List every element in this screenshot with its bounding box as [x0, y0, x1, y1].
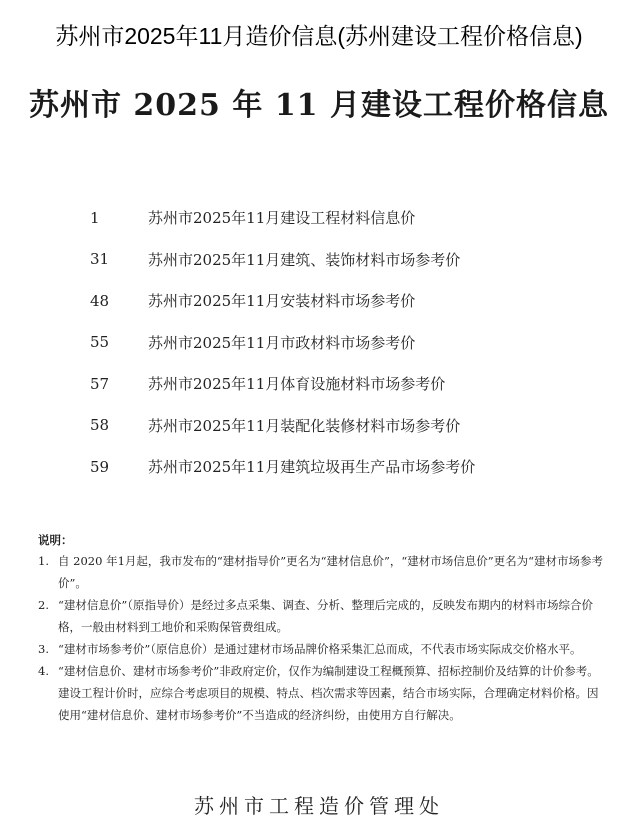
- note-text: “建材市场参考价”（原信息价）是通过建材市场品牌价格采集汇总而成，不代表市场实际成交价格水平。: [58, 642, 582, 656]
- toc-label: 苏州市2025年11月安装材料市场参考价: [148, 292, 416, 311]
- toc-page: 48: [90, 291, 110, 310]
- toc-page: 57: [90, 374, 110, 393]
- toc-page: 58: [90, 416, 110, 435]
- note-text: “建材信息价、建材市场参考价”非政府定价，仅作为编制建设工程概预算、招标控制价及结算的计价参考。建设工程计价时，应综合考虑项目的规模、特点、档次需求等因素，结合市场实际，合理确定材料价格。因使用“建材信息价、建材市场参考价”不当造成的经济纠纷，由使用方自行解决。: [58, 664, 599, 722]
- note-text: 自 2020 年1月起，我市发布的“建材指导价”更名为“建材信息价”，“建材市场信息价”更名为“建材市场参考价”。: [58, 554, 604, 590]
- toc-item: [90, 197, 610, 239]
- toc-page: 31: [90, 250, 110, 269]
- toc-item: [90, 405, 610, 447]
- notes-title: 说明：: [38, 533, 73, 547]
- toc-label: 苏州市2025年11月装配化装修材料市场参考价: [148, 416, 461, 435]
- document-page: [0, 62, 638, 838]
- toc-label: 苏州市2025年11月市政材料市场参考价: [148, 333, 416, 352]
- toc-page: 59: [90, 457, 110, 476]
- toc-page: 55: [90, 333, 110, 352]
- toc-item: [90, 239, 610, 281]
- note-item: [38, 594, 608, 638]
- note-number: 4.: [38, 664, 49, 678]
- toc-label: 苏州市2025年11月建筑、装饰材料市场参考价: [148, 250, 461, 269]
- toc-page: 1: [90, 208, 100, 227]
- document-title: 苏州市 2025 年 11 月建设工程价格信息: [28, 88, 610, 123]
- toc-label: 苏州市2025年11月建筑垃圾再生产品市场参考价: [148, 458, 476, 477]
- toc-label: 苏州市2025年11月建设工程材料信息价: [148, 209, 416, 228]
- note-item: [38, 660, 608, 726]
- toc-item: [90, 322, 610, 364]
- note-item: [38, 550, 608, 594]
- toc-label: 苏州市2025年11月体育设施材料市场参考价: [148, 375, 446, 394]
- notes-section: [38, 530, 608, 726]
- toc-item: [90, 363, 610, 405]
- table-of-contents: [90, 197, 610, 488]
- toc-item: [90, 280, 610, 322]
- note-number: 2.: [38, 598, 49, 612]
- note-text: “建材信息价”（原指导价）是经过多点采集、调查、分析、整理后完成的，反映发布期内的材料市场综合价格，一般由材料到工地价和采购保管费组成。: [58, 598, 594, 634]
- article-title: 苏州市2025年11月造价信息(苏州建设工程价格信息): [55, 23, 583, 49]
- note-item: [38, 638, 608, 660]
- note-number: 3.: [38, 642, 49, 656]
- issuer-footer: 苏州市工程造价管理处: [194, 794, 444, 818]
- note-number: 1.: [38, 554, 49, 568]
- toc-item: [90, 446, 610, 488]
